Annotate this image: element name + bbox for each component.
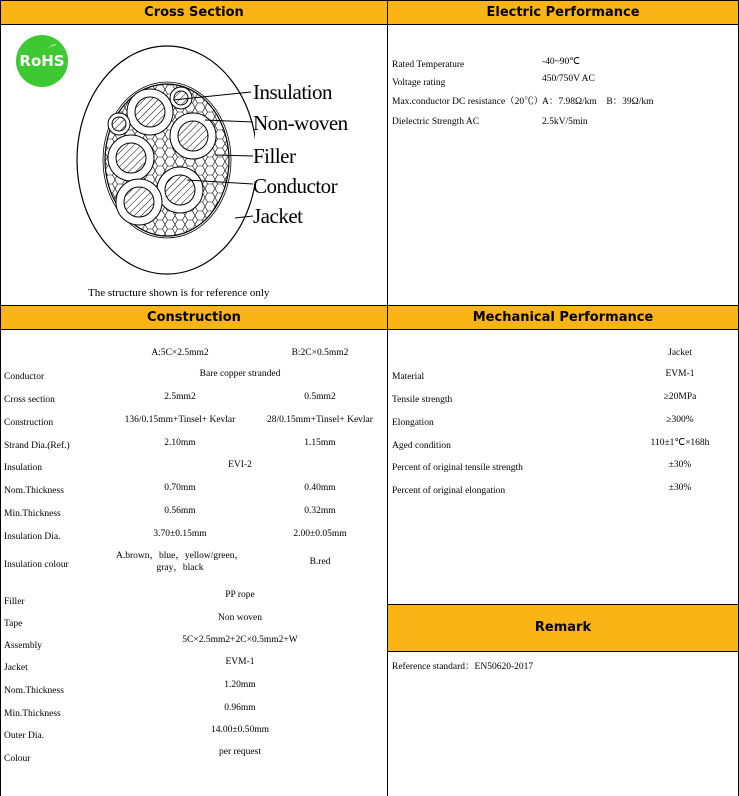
colour-value-a-line1: A.brown，blue，yellow/green， xyxy=(116,551,244,561)
diagram-label-jacket: Jacket xyxy=(253,204,303,228)
diagram-label-filler: Filler xyxy=(253,144,296,168)
mech-value: ≥20MPa xyxy=(663,392,697,402)
col-a-header: A:5C×2.5mm2 xyxy=(151,348,209,358)
structure-note: The structure shown is for reference only xyxy=(88,287,270,299)
left-border xyxy=(0,0,1,796)
row-label: Colour xyxy=(4,754,31,764)
electric-label: Dielectric Strength AC xyxy=(392,117,480,127)
row-value-b: 1.15mm xyxy=(304,438,336,448)
colour-value-b: B.red xyxy=(309,557,331,567)
row-label: Outer Dia. xyxy=(4,731,45,741)
mech-label: Elongation xyxy=(392,418,434,428)
mech-label: Tensile strength xyxy=(392,395,453,405)
row-label: Nom.Thickness xyxy=(4,686,64,696)
mech-label: Material xyxy=(392,372,425,382)
header-construction: Construction xyxy=(0,305,388,330)
mech-value: ≥300% xyxy=(666,415,694,425)
row-value: 5C×2.5mm2+2C×0.5mm2+W xyxy=(182,635,298,645)
electric-value: 2.5kV/5min xyxy=(542,117,588,127)
colour-value-a-line2: gray，black xyxy=(156,563,204,573)
row-label: Filler xyxy=(4,597,25,607)
mech-label: Percent of original elongation xyxy=(392,486,506,496)
row-value-b: 2.00±0.05mm xyxy=(293,529,347,539)
row-value-b: 0.32mm xyxy=(304,506,336,516)
row-value-a: 2.5mm2 xyxy=(164,392,196,402)
row-label: Insulation colour xyxy=(4,560,69,570)
row-value: per request xyxy=(219,747,261,757)
row-value-a: 136/0.15mm+Tinsel+ Kevlar xyxy=(124,415,236,425)
row-value: Bare copper stranded xyxy=(199,369,281,379)
row-label: Nom.Thickness xyxy=(4,486,64,496)
svg-text:RoHS: RoHS xyxy=(19,52,65,70)
electric-value: 450/750V AC xyxy=(542,74,595,84)
row-label: Strand Dia.(Ref.) xyxy=(4,441,70,451)
remark-text: Reference standard：EN50620-2017 xyxy=(392,662,534,672)
cable-cross-section-diagram xyxy=(55,40,255,280)
electric-label: Rated Temperature xyxy=(392,60,465,70)
col-b-header: B:2C×0.5mm2 xyxy=(291,348,349,358)
mech-value: EVM-1 xyxy=(665,369,695,379)
row-value-b: 28/0.15mm+Tinsel+ Kevlar xyxy=(267,415,373,425)
row-value-b: 0.5mm2 xyxy=(304,392,336,402)
row-label: Conductor xyxy=(4,372,45,382)
header-electric-performance: Electric Performance xyxy=(387,0,739,25)
row-label: Min.Thickness xyxy=(4,509,61,519)
row-value-a: 0.56mm xyxy=(164,506,196,516)
row-value: EVI-2 xyxy=(228,460,252,470)
header-remark: Remark xyxy=(387,604,739,652)
row-label: Insulation xyxy=(4,463,42,473)
mech-value: ±30% xyxy=(668,483,692,493)
row-value: PP rope xyxy=(225,590,255,600)
row-value: EVM-1 xyxy=(225,657,255,667)
center-divider xyxy=(387,0,388,796)
mech-label: Percent of original tensile strength xyxy=(392,463,523,473)
row-value: Non woven xyxy=(217,613,263,623)
row-label: Tape xyxy=(4,619,23,629)
electric-value: A：7.98Ω/km B：39Ω/km xyxy=(542,97,654,107)
electric-value: -40~90℃ xyxy=(542,57,580,67)
row-value: 1.20mm xyxy=(224,680,256,690)
header-mechanical-performance: Mechanical Performance xyxy=(387,305,739,330)
row-label: Min.Thickness xyxy=(4,709,61,719)
row-label: Assembly xyxy=(4,641,42,651)
header-cross-section: Cross Section xyxy=(0,0,388,25)
row-label: Construction xyxy=(4,418,54,428)
electric-label: Voltage rating xyxy=(392,78,446,88)
diagram-label-insulation: Insulation xyxy=(253,80,332,104)
diagram-label-non-woven: Non-woven xyxy=(253,111,348,135)
row-label: Jacket xyxy=(4,663,28,673)
mech-value: ±30% xyxy=(668,460,692,470)
row-value-a: 0.70mm xyxy=(164,483,196,493)
mech-value: 110±1℃×168h xyxy=(650,438,710,448)
electric-label: Max.conductor DC resistance（20℃） xyxy=(392,97,544,107)
mech-col-header: Jacket xyxy=(668,348,692,358)
mech-label: Aged condition xyxy=(392,441,451,451)
row-value-b: 0.40mm xyxy=(304,483,336,493)
row-value: 14.00±0.50mm xyxy=(211,725,269,735)
row-label: Insulation Dia. xyxy=(4,532,61,542)
row-label: Cross section xyxy=(4,395,55,405)
diagram-label-conductor: Conductor xyxy=(253,174,338,198)
row-value: 0.96mm xyxy=(224,703,256,713)
row-value-a: 2.10mm xyxy=(164,438,196,448)
row-value-a: 3.70±0.15mm xyxy=(153,529,207,539)
